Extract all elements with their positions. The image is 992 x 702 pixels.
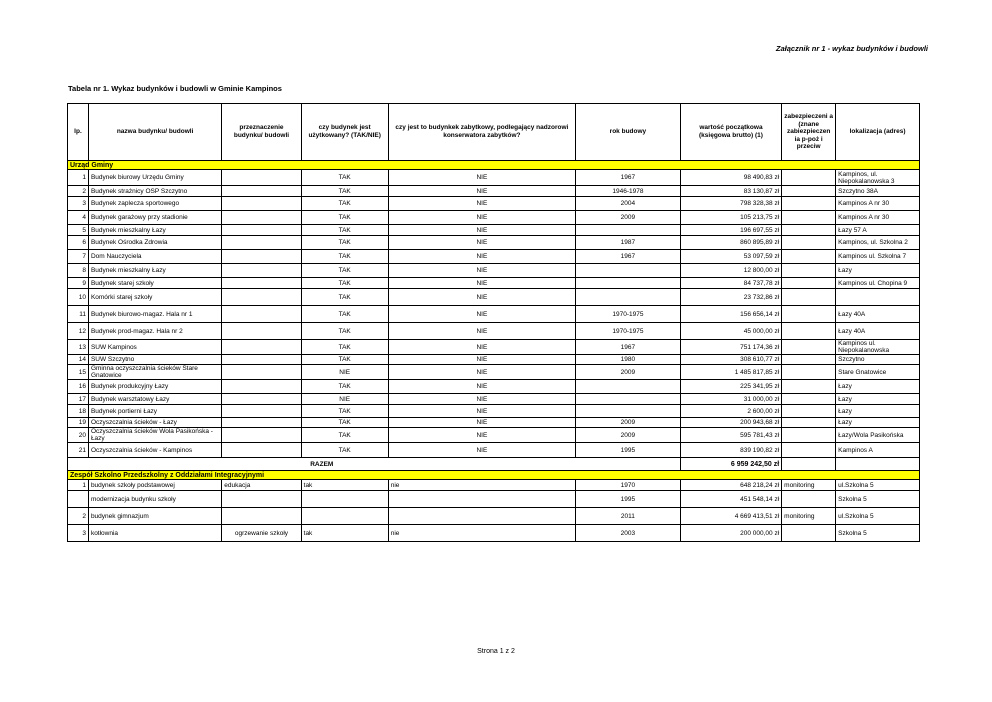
cell-zabez xyxy=(782,225,836,236)
cell-zabez: monitoring xyxy=(782,508,836,525)
table-row xyxy=(68,380,920,394)
col-lp: lp. xyxy=(68,104,89,161)
cell-uzyt: TAK xyxy=(301,418,388,428)
cell-zab: NIE xyxy=(388,365,575,380)
cell-zabez xyxy=(782,186,836,197)
cell-zabez xyxy=(782,394,836,405)
cell-nazwa: Budynek produkcyjny Łazy xyxy=(88,380,221,394)
cell-nazwa: Oczyszczalnia ścieków - Łazy xyxy=(88,418,221,428)
cell-uzyt: TAK xyxy=(301,264,388,278)
col-lokalizacja: lokalizacja (adres) xyxy=(836,104,920,161)
cell-nazwa: modernizacja budynku szkoły xyxy=(88,491,221,508)
cell-rok xyxy=(576,278,681,289)
table-row xyxy=(68,250,920,264)
cell-lok: Kampinos, ul. Szkolna 2 xyxy=(836,236,920,250)
table-row xyxy=(68,211,920,225)
cell-lok: Łazy 57 A xyxy=(836,225,920,236)
cell-zab: NIE xyxy=(388,225,575,236)
cell-przezn xyxy=(222,418,301,428)
cell-nazwa: budynek szkoły podstawowej xyxy=(88,480,221,491)
cell-przezn xyxy=(222,491,301,508)
cell-uzyt: TAK xyxy=(301,323,388,340)
cell-przezn xyxy=(222,394,301,405)
cell-lok: Łazy 40A xyxy=(836,306,920,323)
table-row xyxy=(68,236,920,250)
table-row xyxy=(68,340,920,355)
total-value: 6 959 242,50 zł xyxy=(680,458,781,471)
cell-nazwa: Budynek biurowo-magaz. Hala nr 1 xyxy=(88,306,221,323)
cell-zab: NIE xyxy=(388,264,575,278)
col-wartosc: wartość początkowa (księgowa brutto) (1) xyxy=(680,104,781,161)
cell-zabez xyxy=(782,340,836,355)
cell-zabez xyxy=(782,405,836,418)
cell-przezn xyxy=(222,306,301,323)
table-row xyxy=(68,508,920,525)
table-row xyxy=(68,418,920,428)
cell-lok: Łazy xyxy=(836,405,920,418)
total-spacer xyxy=(576,458,681,471)
cell-wart: 23 732,86 zł xyxy=(680,289,781,306)
section-zespol-szkolno-title: Zespół Szkolno Przedszkolny z Oddziałami Integracyjnymi xyxy=(68,471,920,480)
cell-uzyt: TAK xyxy=(301,443,388,458)
cell-nazwa: Dom Nauczyciela xyxy=(88,250,221,264)
cell-nazwa: kotłownia xyxy=(88,525,221,542)
cell-zabez xyxy=(782,418,836,428)
cell-lok: Łazy xyxy=(836,380,920,394)
cell-uzyt: TAK xyxy=(301,197,388,211)
cell-wart: 31 000,00 zł xyxy=(680,394,781,405)
cell-przezn xyxy=(222,197,301,211)
cell-wart: 860 895,89 zł xyxy=(680,236,781,250)
cell-lok: Kampinos ul. Szkolna 7 xyxy=(836,250,920,264)
cell-wart: 451 548,14 zł xyxy=(680,491,781,508)
cell-nazwa: SUW Szczytno xyxy=(88,355,221,365)
cell-zab: nie xyxy=(388,480,575,491)
cell-lp: 17 xyxy=(68,394,89,405)
cell-lp: 9 xyxy=(68,278,89,289)
col-przeznaczenie: przeznaczenie budynku/ budowli xyxy=(222,104,301,161)
table-row xyxy=(68,405,920,418)
total-row xyxy=(68,458,920,471)
cell-rok: 2011 xyxy=(576,508,681,525)
cell-zab: NIE xyxy=(388,428,575,443)
cell-lok: ul.Szkolna 5 xyxy=(836,480,920,491)
cell-zabez xyxy=(782,525,836,542)
section-urzad-gminy xyxy=(68,161,920,170)
cell-rok: 1987 xyxy=(576,236,681,250)
cell-zab: NIE xyxy=(388,340,575,355)
cell-nazwa: Budynek Ośrodka Zdrowia xyxy=(88,236,221,250)
cell-uzyt: NIE xyxy=(301,365,388,380)
cell-lok: Łazy xyxy=(836,264,920,278)
table-row xyxy=(68,264,920,278)
cell-lok: Kampinos A nr 30 xyxy=(836,197,920,211)
cell-lp: 3 xyxy=(68,525,89,542)
cell-rok xyxy=(576,380,681,394)
cell-rok: 1967 xyxy=(576,250,681,264)
cell-przezn xyxy=(222,170,301,186)
table-row xyxy=(68,186,920,197)
cell-lp: 5 xyxy=(68,225,89,236)
cell-zabez xyxy=(782,306,836,323)
table-row xyxy=(68,323,920,340)
cell-przezn xyxy=(222,508,301,525)
cell-przezn xyxy=(222,443,301,458)
cell-wart: 196 697,55 zł xyxy=(680,225,781,236)
cell-wart: 98 490,83 zł xyxy=(680,170,781,186)
cell-lok: Szkolna 5 xyxy=(836,491,920,508)
cell-wart: 798 328,38 zł xyxy=(680,197,781,211)
cell-rok: 2009 xyxy=(576,211,681,225)
cell-zab: NIE xyxy=(388,250,575,264)
cell-zab: NIE xyxy=(388,306,575,323)
cell-nazwa: Budynek biurowy Urzędu Gminy xyxy=(88,170,221,186)
cell-przezn xyxy=(222,365,301,380)
cell-wart: 2 600,00 zł xyxy=(680,405,781,418)
cell-uzyt: TAK xyxy=(301,236,388,250)
cell-lok: Łazy 40A xyxy=(836,323,920,340)
cell-lp: 1 xyxy=(68,170,89,186)
table-row xyxy=(68,289,920,306)
cell-przezn xyxy=(222,264,301,278)
cell-nazwa: Budynek garażowy przy stadionie xyxy=(88,211,221,225)
cell-uzyt: TAK xyxy=(301,428,388,443)
cell-uzyt: TAK xyxy=(301,278,388,289)
buildings-table xyxy=(67,103,920,542)
cell-lp: 16 xyxy=(68,380,89,394)
section-urzad-gminy-title: Urząd Gminy xyxy=(68,161,920,170)
cell-zabez xyxy=(782,491,836,508)
total-label: RAZEM xyxy=(68,458,576,471)
cell-wart: 84 737,78 zł xyxy=(680,278,781,289)
cell-nazwa: Oczyszczalnia ścieków - Kampinos xyxy=(88,443,221,458)
cell-rok: 2009 xyxy=(576,365,681,380)
cell-przezn xyxy=(222,405,301,418)
cell-przezn xyxy=(222,355,301,365)
cell-rok: 1970-1975 xyxy=(576,323,681,340)
cell-wart: 839 190,82 zł xyxy=(680,443,781,458)
cell-przezn xyxy=(222,278,301,289)
cell-uzyt: NIE xyxy=(301,394,388,405)
table-row xyxy=(68,428,920,443)
cell-lp: 18 xyxy=(68,405,89,418)
cell-zab: NIE xyxy=(388,405,575,418)
total-empty-1 xyxy=(782,458,836,471)
cell-zab: NIE xyxy=(388,211,575,225)
table-row xyxy=(68,197,920,211)
cell-lp: 13 xyxy=(68,340,89,355)
cell-lp: 15 xyxy=(68,365,89,380)
cell-lp: 11 xyxy=(68,306,89,323)
cell-uzyt: TAK xyxy=(301,405,388,418)
cell-lp: 12 xyxy=(68,323,89,340)
cell-zabez xyxy=(782,250,836,264)
cell-wart: 751 174,36 zł xyxy=(680,340,781,355)
col-zabytkowy: czy jest to budynkek zabytkowy, podlegający nadzorowi konserwatora zabytków? xyxy=(388,104,575,161)
col-uzytkowany: czy budynek jest użytkowany? (TAK/NIE) xyxy=(301,104,388,161)
cell-przezn xyxy=(222,225,301,236)
cell-lok: Stare Gnatowice xyxy=(836,365,920,380)
cell-lp: 10 xyxy=(68,289,89,306)
cell-przezn xyxy=(222,380,301,394)
cell-zab: NIE xyxy=(388,418,575,428)
table-title: Tabela nr 1. Wykaz budynków i budowli w Gminie Kampinos xyxy=(68,84,282,93)
cell-lok: Kampinos A nr 30 xyxy=(836,211,920,225)
cell-wart: 200 000,00 zł xyxy=(680,525,781,542)
header-row xyxy=(68,104,920,161)
cell-nazwa: Budynek starej szkoły xyxy=(88,278,221,289)
table-row xyxy=(68,491,920,508)
table-row xyxy=(68,225,920,236)
cell-wart: 595 781,43 zł xyxy=(680,428,781,443)
cell-wart: 156 656,14 zł xyxy=(680,306,781,323)
cell-zabez xyxy=(782,264,836,278)
table-row xyxy=(68,278,920,289)
cell-rok xyxy=(576,289,681,306)
cell-rok: 1980 xyxy=(576,355,681,365)
cell-zab: nie xyxy=(388,525,575,542)
cell-zab: NIE xyxy=(388,278,575,289)
cell-lok: Szczytno xyxy=(836,355,920,365)
cell-zab xyxy=(388,491,575,508)
cell-lok: Łazy xyxy=(836,418,920,428)
cell-lp: 4 xyxy=(68,211,89,225)
cell-zabez xyxy=(782,428,836,443)
cell-uzyt: TAK xyxy=(301,289,388,306)
cell-rok: 1995 xyxy=(576,491,681,508)
table-row xyxy=(68,355,920,365)
cell-zabez xyxy=(782,443,836,458)
cell-nazwa: Budynek mieszkalny Łazy xyxy=(88,264,221,278)
cell-nazwa: Budynek zaplecza sportowego xyxy=(88,197,221,211)
cell-przezn: ogrzewanie szkoły xyxy=(222,525,301,542)
section-zespol-szkolno xyxy=(68,471,920,480)
cell-przezn xyxy=(222,340,301,355)
cell-uzyt xyxy=(301,491,388,508)
cell-wart: 105 213,75 zł xyxy=(680,211,781,225)
cell-lok: Łazy/Wola Pasikońska xyxy=(836,428,920,443)
cell-lp: 2 xyxy=(68,508,89,525)
cell-lp xyxy=(68,491,89,508)
cell-wart: 83 130,87 zł xyxy=(680,186,781,197)
cell-wart: 12 800,00 zł xyxy=(680,264,781,278)
cell-lp: 19 xyxy=(68,418,89,428)
cell-lok: Szczytno 38A xyxy=(836,186,920,197)
cell-lp: 20 xyxy=(68,428,89,443)
cell-zabez xyxy=(782,289,836,306)
cell-zab: NIE xyxy=(388,380,575,394)
cell-uzyt: TAK xyxy=(301,250,388,264)
cell-zabez xyxy=(782,380,836,394)
cell-lp: 7 xyxy=(68,250,89,264)
col-nazwa: nazwa budynku/ budowli xyxy=(88,104,221,161)
cell-zab: NIE xyxy=(388,323,575,340)
cell-lp: 21 xyxy=(68,443,89,458)
cell-zab: NIE xyxy=(388,197,575,211)
cell-zab: NIE xyxy=(388,289,575,306)
cell-zabez xyxy=(782,236,836,250)
table-row xyxy=(68,365,920,380)
cell-przezn xyxy=(222,236,301,250)
cell-przezn xyxy=(222,289,301,306)
cell-lok: ul.Szkolna 5 xyxy=(836,508,920,525)
table-row xyxy=(68,525,920,542)
cell-rok xyxy=(576,394,681,405)
cell-nazwa: Gminna oczyszczalnia ścieków Stare Gnatowice xyxy=(88,365,221,380)
cell-rok: 2003 xyxy=(576,525,681,542)
cell-wart: 1 485 817,85 zł xyxy=(680,365,781,380)
cell-zabez xyxy=(782,365,836,380)
cell-wart: 45 000,00 zł xyxy=(680,323,781,340)
cell-zabez xyxy=(782,355,836,365)
cell-lp: 8 xyxy=(68,264,89,278)
cell-przezn xyxy=(222,428,301,443)
cell-nazwa: Budynek prod-magaz. Hala nr 2 xyxy=(88,323,221,340)
cell-lok xyxy=(836,289,920,306)
cell-zab: NIE xyxy=(388,355,575,365)
cell-zabez xyxy=(782,323,836,340)
cell-uzyt: TAK xyxy=(301,225,388,236)
cell-uzyt: TAK xyxy=(301,211,388,225)
cell-rok: 2004 xyxy=(576,197,681,211)
cell-lok: Szkolna 5 xyxy=(836,525,920,542)
col-zabezpieczenia: zabezpieczeni a (znane zabiezpieczen ia p-poż i przeciw xyxy=(782,104,836,161)
cell-wart: 4 669 413,51 zł xyxy=(680,508,781,525)
cell-zab: NIE xyxy=(388,394,575,405)
cell-nazwa: SUW Kampinos xyxy=(88,340,221,355)
cell-uzyt: tak xyxy=(301,480,388,491)
cell-rok: 1970 xyxy=(576,480,681,491)
cell-zabez xyxy=(782,278,836,289)
cell-wart: 225 341,95 zł xyxy=(680,380,781,394)
table-row xyxy=(68,306,920,323)
cell-przezn xyxy=(222,323,301,340)
cell-lp: 6 xyxy=(68,236,89,250)
cell-rok: 1967 xyxy=(576,170,681,186)
cell-lp: 1 xyxy=(68,480,89,491)
cell-zab: NIE xyxy=(388,170,575,186)
cell-nazwa: Budynek strażnicy OSP Szczytno xyxy=(88,186,221,197)
cell-uzyt: TAK xyxy=(301,186,388,197)
cell-uzyt: TAK xyxy=(301,306,388,323)
cell-zab: NIE xyxy=(388,443,575,458)
page-footer: Strona 1 z 2 xyxy=(477,648,515,655)
cell-przezn: edukacja xyxy=(222,480,301,491)
cell-wart: 53 097,59 zł xyxy=(680,250,781,264)
cell-rok: 1995 xyxy=(576,443,681,458)
cell-nazwa: Budynek mieszkalny Łazy xyxy=(88,225,221,236)
cell-lp: 2 xyxy=(68,186,89,197)
cell-lok: Kampinos, ul. Niepokalanowska 3 xyxy=(836,170,920,186)
cell-lp: 14 xyxy=(68,355,89,365)
cell-lok: Kampinos ul. Niepokalanowska xyxy=(836,340,920,355)
cell-zabez xyxy=(782,197,836,211)
cell-lok: Kampinos A xyxy=(836,443,920,458)
table-row xyxy=(68,480,920,491)
total-empty-2 xyxy=(836,458,920,471)
cell-uzyt: TAK xyxy=(301,355,388,365)
cell-zab: NIE xyxy=(388,236,575,250)
cell-przezn xyxy=(222,186,301,197)
cell-nazwa: Komórki starej szkoły xyxy=(88,289,221,306)
cell-lp: 3 xyxy=(68,197,89,211)
cell-nazwa: Budynek warsztatowy Łazy xyxy=(88,394,221,405)
cell-lok: Kampinos ul. Chopina 9 xyxy=(836,278,920,289)
table-row xyxy=(68,170,920,186)
cell-uzyt xyxy=(301,508,388,525)
cell-wart: 200 943,68 zł xyxy=(680,418,781,428)
cell-rok xyxy=(576,225,681,236)
cell-rok: 1946-1978 xyxy=(576,186,681,197)
cell-rok: 1967 xyxy=(576,340,681,355)
cell-lok: Łazy xyxy=(836,394,920,405)
cell-przezn xyxy=(222,250,301,264)
cell-wart: 308 610,77 zł xyxy=(680,355,781,365)
cell-uzyt: TAK xyxy=(301,340,388,355)
cell-nazwa: Oczyszczalnia ścieków Wola Pasikońska - Łazy xyxy=(88,428,221,443)
cell-rok: 2009 xyxy=(576,428,681,443)
cell-nazwa: Budynek portierni Łazy xyxy=(88,405,221,418)
cell-uzyt: TAK xyxy=(301,170,388,186)
cell-zabez: monitoring xyxy=(782,480,836,491)
cell-nazwa: budynek gimnazjum xyxy=(88,508,221,525)
table-row xyxy=(68,394,920,405)
cell-zabez xyxy=(782,211,836,225)
cell-wart: 648 218,24 zł xyxy=(680,480,781,491)
cell-uzyt: tak xyxy=(301,525,388,542)
cell-rok: 2009 xyxy=(576,418,681,428)
cell-zab xyxy=(388,508,575,525)
cell-przezn xyxy=(222,211,301,225)
attachment-note: Załącznik nr 1 - wykaz budynków i budowli xyxy=(775,44,928,53)
cell-zab: NIE xyxy=(388,186,575,197)
cell-rok: 1970-1975 xyxy=(576,306,681,323)
cell-rok xyxy=(576,405,681,418)
cell-zabez xyxy=(782,170,836,186)
cell-uzyt: TAK xyxy=(301,380,388,394)
cell-rok xyxy=(576,264,681,278)
table-row xyxy=(68,443,920,458)
col-rok: rok budowy xyxy=(576,104,681,161)
